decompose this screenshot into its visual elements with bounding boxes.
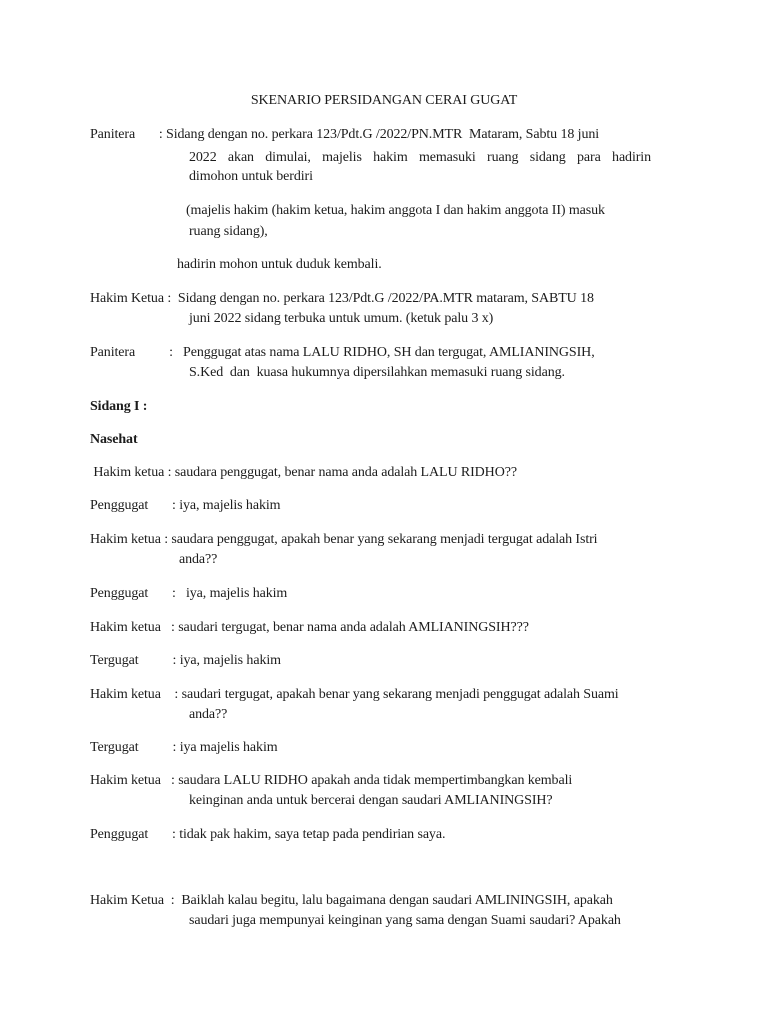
line-panitera-7: S.Ked dan kuasa hukumnya dipersilahkan memasuki ruang sidang. <box>189 365 565 380</box>
dialogue-line: Tergugat : iya majelis hakim <box>90 740 278 755</box>
dialogue-line: Hakim ketua : saudari tergugat, benar nama anda adalah AMLIANINGSIH??? <box>90 620 529 635</box>
line-panitera-3: dimohon untuk berdiri <box>189 169 313 184</box>
dialogue-line: Penggugat : iya, majelis hakim <box>90 586 288 601</box>
line-panitera-5: ruang sidang), <box>189 224 268 239</box>
dialogue-line: Hakim ketua : saudara LALU RIDHO apakah anda tidak mempertimbangkan kembali <box>90 773 573 788</box>
line-panitera-2: 2022 akan dimulai, majelis hakim memasuki ruang sidang para hadirin <box>189 150 651 165</box>
dialogue-line: Hakim ketua : saudari tergugat, apakah benar yang sekarang menjadi penggugat adalah Suami <box>90 687 619 702</box>
dialogue-line: saudari juga mempunyai keinginan yang sama dengan Suami saudari? Apakah <box>189 913 621 928</box>
line-hadirin: hadirin mohon untuk duduk kembali. <box>177 257 382 272</box>
dialogue-line: Hakim ketua : saudara penggugat, apakah benar yang sekarang menjadi tergugat adalah Istri <box>90 532 598 547</box>
line-hakim-ketua-2: juni 2022 sidang terbuka untuk umum. (ketuk palu 3 x) <box>189 311 494 326</box>
dialogue-line: keinginan anda untuk bercerai dengan saudari AMLIANINGSIH? <box>189 793 553 808</box>
line-panitera-1: Panitera : Sidang dengan no. perkara 123/Pdt.G /2022/PN.MTR Mataram, Sabtu 18 juni <box>90 127 600 142</box>
dialogue-line: Tergugat : iya, majelis hakim <box>90 653 281 668</box>
dialogue-line: Penggugat : tidak pak hakim, saya tetap pada pendirian saya. <box>90 827 446 842</box>
line-panitera-6: Panitera : Penggugat atas nama LALU RIDHO, SH dan tergugat, AMLIANINGSIH, <box>90 345 595 360</box>
line-panitera-4: (majelis hakim (hakim ketua, hakim anggota I dan hakim anggota II) masuk <box>186 203 605 218</box>
section-heading-nasehat: Nasehat <box>90 432 138 447</box>
dialogue-line: Hakim ketua : saudara penggugat, benar nama anda adalah LALU RIDHO?? <box>90 465 517 480</box>
document-title: SKENARIO PERSIDANGAN CERAI GUGAT <box>250 93 518 108</box>
line-hakim-ketua-1: Hakim Ketua : Sidang dengan no. perkara 123/Pdt.G /2022/PA.MTR mataram, SABTU 18 <box>90 291 594 306</box>
section-heading-sidang: Sidang I : <box>90 399 148 414</box>
dialogue-line: anda?? <box>179 552 218 567</box>
dialogue-line: anda?? <box>189 707 228 722</box>
dialogue-line: Hakim Ketua : Baiklah kalau begitu, lalu bagaimana dengan saudari AMLININGSIH, apakah <box>90 893 613 908</box>
dialogue-line: Penggugat : iya, majelis hakim <box>90 498 281 513</box>
